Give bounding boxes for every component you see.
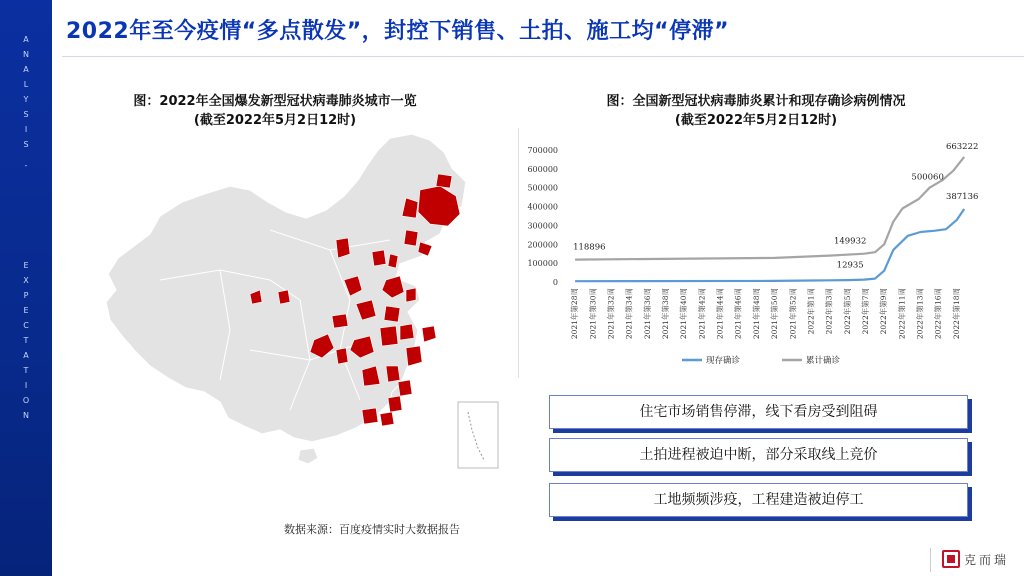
hainan-island: [298, 448, 318, 464]
x-tick-label: 2021年第36周: [642, 288, 652, 340]
callout-construction: 工地频频涉疫，工程建造被迫停工: [549, 483, 968, 517]
x-tick-label: 2021年第32周: [606, 288, 616, 340]
series-line: [575, 157, 964, 260]
south-china-sea-inset: [458, 402, 498, 468]
series-lines: [575, 157, 964, 281]
page-title: 2022年至今疫情“多点散发”，封控下销售、土拍、施工均“停滞”: [66, 19, 730, 44]
x-tick-label: 2021年第42周: [697, 288, 707, 340]
outbreak-city-nanjing: [400, 324, 414, 340]
outbreak-city-yinchuan: [278, 290, 290, 304]
x-tick-label: 2022年第13周: [915, 288, 925, 340]
data-labels: [573, 142, 978, 271]
outbreak-city-hefei: [380, 326, 398, 346]
outbreak-city-harbin: [436, 174, 452, 188]
company-logo: [930, 548, 1020, 572]
outbreak-city-chongqing: [336, 348, 348, 364]
x-tick-label: 2022年第3周: [824, 288, 834, 335]
outbreak-city-guangzhou: [362, 408, 378, 424]
y-tick-label: 500000: [527, 183, 558, 193]
cases-line-chart: [520, 138, 980, 378]
map-caption-date: (截至2022年5月2日12时): [193, 113, 357, 128]
x-tick-label: 2021年第34周: [624, 288, 634, 340]
logo-text: 克而瑞: [964, 553, 1010, 567]
data-label: 500060: [911, 172, 944, 183]
callout-land-auction: 土拍进程被迫中断，部分采取线上竞价: [549, 438, 968, 472]
data-label: 12935: [836, 260, 864, 271]
y-tick-label: 700000: [527, 146, 558, 155]
sidebar-word-expectation: E X P E C T A T I O N: [22, 261, 30, 420]
map-caption-title: 图：2022年全国爆发新型冠状病毒肺炎城市一览: [133, 94, 417, 109]
legend-label: 累计确诊: [806, 356, 841, 366]
china-outbreak-map: [100, 130, 500, 480]
x-tick-label: 2022年第11周: [897, 288, 907, 340]
x-tick-label: 2022年第7周: [861, 288, 870, 335]
outbreak-city-hohhot: [336, 238, 350, 258]
outbreak-city-xuzhou: [384, 306, 400, 322]
chart-caption: [556, 92, 956, 130]
data-source-note: 数据来源：百度疫情实时大数据报告: [284, 523, 460, 536]
x-tick-label: 2021年第48周: [751, 288, 761, 340]
outbreak-city-tianjin: [388, 254, 398, 268]
x-tick-label: 2021年第52周: [788, 288, 798, 340]
outbreak-city-shanghai: [422, 326, 436, 342]
title-divider: [62, 56, 1024, 57]
y-tick-label: 200000: [527, 240, 558, 250]
outbreak-city-qingdao: [406, 288, 416, 302]
x-axis-ticks: [569, 288, 961, 339]
sidebar: [0, 0, 52, 576]
data-label: 149932: [833, 236, 867, 247]
x-tick-label: 2021年第44周: [715, 288, 725, 340]
outbreak-city-fuzhou: [398, 380, 412, 396]
x-tick-label: 2022年第16周: [933, 288, 943, 340]
y-tick-label: 300000: [527, 221, 558, 231]
chart-divider: [518, 128, 519, 378]
x-tick-label: 2022年第1周: [806, 288, 816, 335]
y-axis-ticks: [527, 146, 558, 287]
outbreak-city-beijing: [372, 250, 386, 266]
x-tick-label: 2022年第9周: [879, 288, 889, 335]
y-tick-label: 400000: [527, 202, 558, 212]
outbreak-city-shenyang: [404, 230, 418, 246]
chart-legend: [682, 355, 841, 366]
chart-caption-title: 图：全国新型冠状病毒肺炎累计和现存确诊病例情况: [606, 94, 906, 109]
logo-seal-icon: [942, 550, 960, 568]
x-tick-label: 2021年第46周: [733, 288, 743, 340]
x-tick-label: 2022年第5周: [842, 288, 852, 335]
outbreak-city-xian: [332, 314, 348, 328]
outbreak-city-nanchang: [386, 366, 400, 382]
map-caption: [100, 92, 450, 130]
data-label: 663222: [945, 141, 979, 152]
data-label: 387136: [945, 191, 979, 202]
x-tick-label: 2022年第18周: [951, 288, 961, 340]
x-tick-label: 2021年第30周: [588, 288, 598, 340]
callout-housing-sales: 住宅市场销售停滞，线下看房受到阻碍: [549, 395, 968, 429]
y-tick-label: 0: [552, 278, 558, 287]
x-tick-label: 2021年第38周: [661, 288, 670, 340]
legend-label: 现存确诊: [706, 356, 741, 366]
outbreak-city-hangzhou: [406, 346, 422, 366]
x-tick-label: 2021年第40周: [679, 288, 689, 340]
logo-divider: [930, 548, 931, 572]
data-label: 118896: [573, 242, 606, 253]
sidebar-word-analysis: A N A L Y S I S -: [23, 35, 29, 170]
y-tick-label: 100000: [527, 259, 558, 269]
y-tick-label: 600000: [527, 164, 558, 174]
outbreak-city-xiamen: [388, 396, 402, 412]
x-tick-label: 2021年第50周: [770, 288, 780, 340]
chart-caption-date: (截至2022年5月2日12时): [674, 113, 838, 128]
outbreak-city-shenzhen: [380, 412, 394, 426]
china-map-outline: [106, 134, 466, 442]
series-line: [575, 209, 964, 281]
x-tick-label: 2021年第28周: [570, 288, 580, 340]
